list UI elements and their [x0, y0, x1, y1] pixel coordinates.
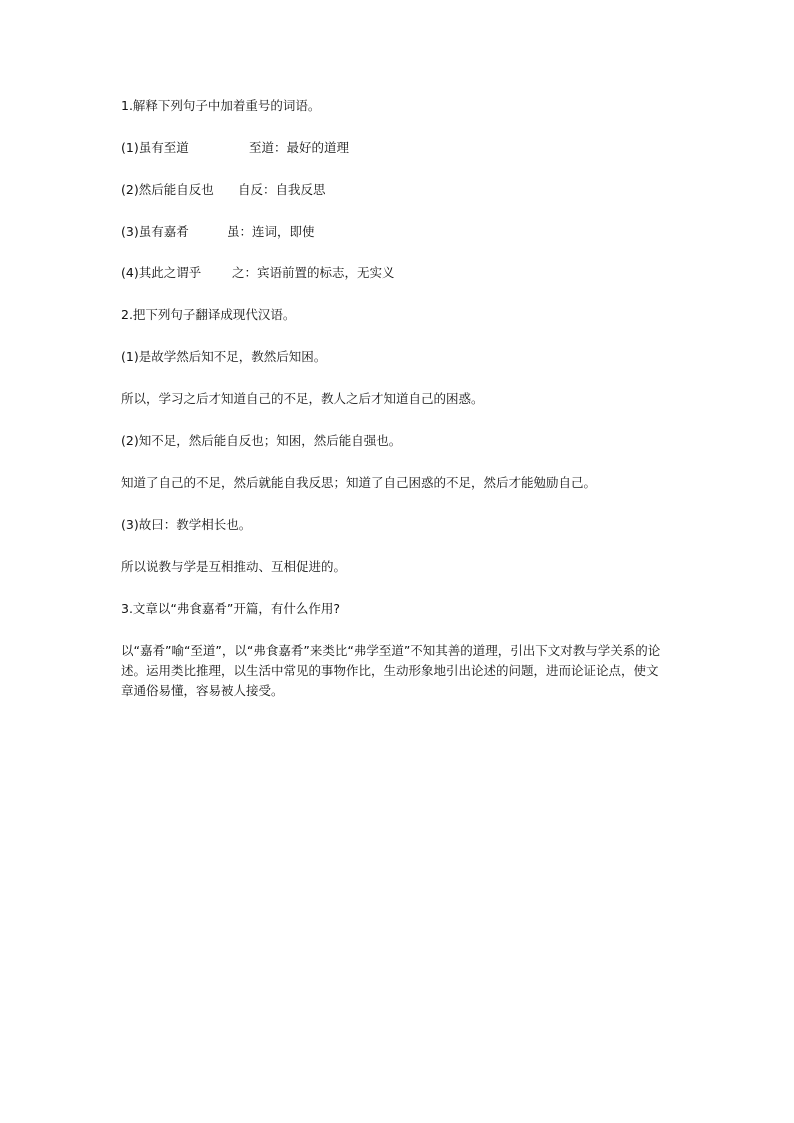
- q1-item-4-phrase: (4)其此之谓乎: [121, 265, 202, 280]
- question-2-title: 2.把下列句子翻译成现代汉语。: [121, 307, 296, 322]
- question-1-title: 1.解释下列句子中加着重号的词语。: [121, 98, 321, 113]
- q1-item-3-phrase: (3)虽有嘉肴: [121, 224, 189, 239]
- q2-item-3-translation: 所以说教与学是互相推动、互相促进的。: [121, 559, 347, 574]
- q1-item-1: [121, 138, 681, 158]
- q2-item-2-translation: 知道了自己的不足，然后就能自我反思；知道了自己困惑的不足，然后才能勉励自己。: [121, 475, 597, 490]
- question-3-title: 3.文章以“弗食嘉肴”开篇，有什么作用?: [121, 601, 341, 616]
- q2-item-1-sentence: (1)是故学然后知不足，教然后知困。: [121, 349, 327, 364]
- q1-item-1-phrase: (1)虽有至道: [121, 140, 189, 155]
- q1-item-4-explanation: 之：宾语前置的标志，无实义: [232, 265, 395, 280]
- q1-item-2-explanation: 自反：自我反思: [238, 182, 326, 197]
- document-page: [121, 96, 681, 701]
- q2-item-2-sentence: (2)知不足，然后能自反也；知困，然后能自强也。: [121, 433, 402, 448]
- q1-item-2: [121, 180, 681, 200]
- question-3-answer: 以“嘉肴”喻“至道”，以“弗食嘉肴”来类比“弗学至道”不知其善的道理，引出下文对教与学关系的论述。运用类比推理，以生活中常见的事物作比，生动形象地引出论述的问题，进而论证论点，使文章通俗易懂，容易被人接受。: [121, 643, 661, 698]
- q1-item-3: [121, 222, 681, 242]
- q1-item-2-phrase: (2)然后能自反也: [121, 182, 214, 197]
- q1-item-4: [121, 263, 681, 283]
- q2-item-3-sentence: (3)故曰：教学相长也。: [121, 517, 252, 532]
- q1-item-3-explanation: 虽：连词，即使: [227, 224, 315, 239]
- q2-item-1-translation: 所以，学习之后才知道自己的不足，教人之后才知道自己的困惑。: [121, 391, 484, 406]
- q1-item-1-explanation: 至道：最好的道理: [249, 140, 350, 155]
